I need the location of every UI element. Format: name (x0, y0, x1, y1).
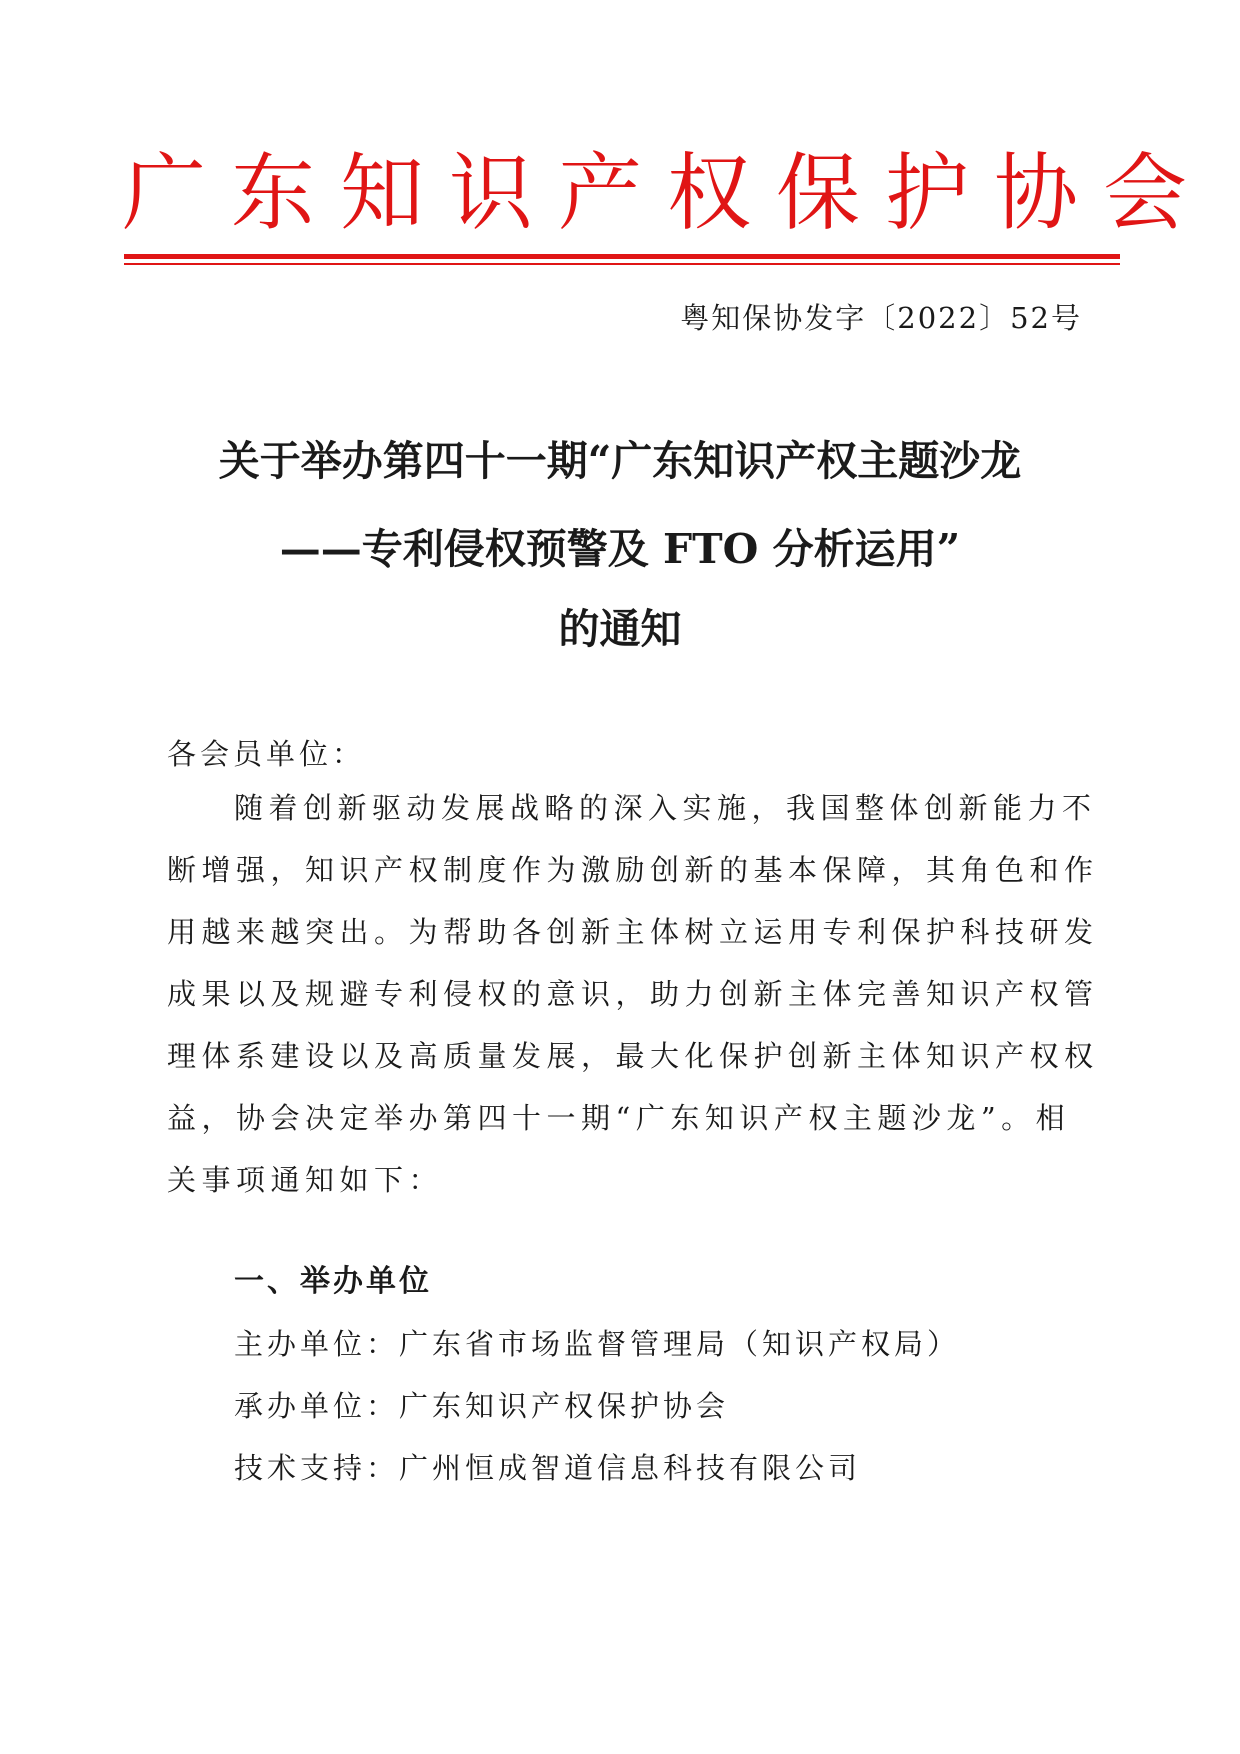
body-paragraph-line: 随着创新驱动发展战略的深入实施，我国整体创新能力不 (234, 791, 1097, 825)
masthead-org-name: 广东知识产权保护协会 (122, 144, 1213, 242)
masthead-rule-thin (124, 263, 1120, 265)
document-number: 粤知保协发字〔2022〕52号 (680, 301, 1082, 335)
body-paragraph-line: 关事项通知如下： (167, 1163, 444, 1197)
organizer-tech-support: 技术支持：广州恒成智道信息科技有限公司 (234, 1451, 862, 1485)
body-paragraph-line: 成果以及规避专利侵权的意识，助力创新主体完善知识产权管 (167, 977, 1099, 1011)
title-line-2: ——专利侵权预警及 FTO 分析运用” (279, 525, 961, 573)
body-paragraph-line: 用越来越突出。为帮助各创新主体树立运用专利保护科技研发 (167, 915, 1099, 949)
masthead-rule-thick (124, 254, 1120, 259)
body-paragraph-line: 理体系建设以及高质量发展，最大化保护创新主体知识产权权 (167, 1039, 1099, 1073)
body-paragraph-line: 益，协会决定举办第四十一期“广东知识产权主题沙龙”。相 (167, 1101, 1071, 1135)
organizer-undertaker: 承办单位：广东知识产权保护协会 (234, 1389, 730, 1423)
body-paragraph-line: 断增强，知识产权制度作为激励创新的基本保障，其角色和作 (167, 853, 1099, 887)
title-line-1: 关于举办第四十一期“广东知识产权主题沙龙 (218, 437, 1022, 485)
salutation: 各会员单位： (167, 737, 366, 771)
section-heading-organizers: 一、举办单位 (234, 1264, 432, 1299)
organizer-host: 主办单位：广东省市场监督管理局（知识产权局） (234, 1327, 961, 1361)
title-line-3: 的通知 (558, 605, 682, 653)
